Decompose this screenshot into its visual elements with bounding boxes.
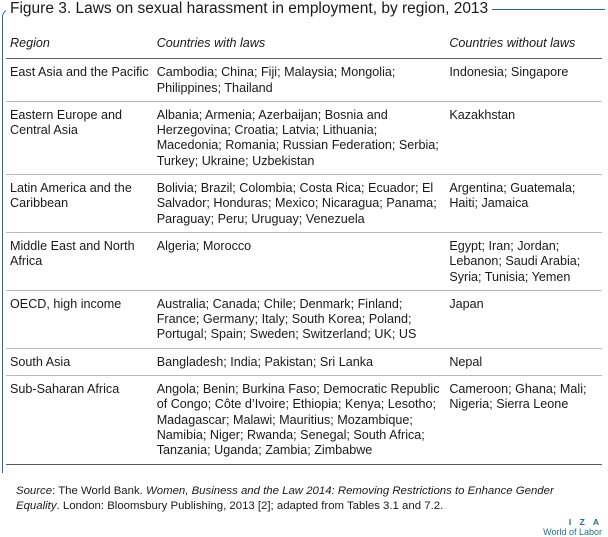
source-note xyxy=(16,484,596,514)
region-cell: East Asia and the Pacific xyxy=(6,59,153,102)
logo-iza-text: I Z A xyxy=(568,517,602,527)
without-laws-cell: Cameroon; Ghana; Mali; Nigeria; Sierra Leone xyxy=(445,376,602,464)
table-header-row xyxy=(6,30,602,59)
without-laws-cell: Nepal xyxy=(445,348,602,375)
source-prefix: : The World Bank. xyxy=(52,485,147,497)
without-laws-cell: Kazakhstan xyxy=(445,101,602,174)
region-cell: Eastern Europe and Central Asia xyxy=(6,101,153,174)
table-row xyxy=(6,376,602,464)
table-row xyxy=(6,290,602,348)
laws-table xyxy=(6,30,602,465)
with-laws-cell: Algeria; Morocco xyxy=(153,232,446,290)
table-row xyxy=(6,175,602,233)
column-header-with-laws: Countries with laws xyxy=(153,30,446,59)
table-row xyxy=(6,232,602,290)
with-laws-cell: Albania; Armenia; Azerbaijan; Bosnia and Herzegovina; Croatia; Latvia; Lithuania; Macedonia; Romania; Russian Federation; Serbia; Turkey; Ukraine; Uzbekistan xyxy=(153,101,446,174)
column-header-region: Region xyxy=(6,30,153,59)
table-row xyxy=(6,59,602,102)
without-laws-cell: Indonesia; Singapore xyxy=(445,59,602,102)
region-cell: South Asia xyxy=(6,348,153,375)
with-laws-cell: Australia; Canada; Chile; Denmark; Finland; France; Germany; Italy; South Korea; Poland; Portugal; Spain; Sweden; Switzerland; UK; US xyxy=(153,290,446,348)
source-book-title: Women, Business and the Law 2014: Removing Restrictions to Enhance Gender Equality xyxy=(16,485,554,512)
table-row xyxy=(6,101,602,174)
without-laws-cell: Japan xyxy=(445,290,602,348)
region-cell: Middle East and North Africa xyxy=(6,232,153,290)
table-row xyxy=(6,348,602,375)
with-laws-cell: Bangladesh; India; Pakistan; Sri Lanka xyxy=(153,348,446,375)
source-label: Source xyxy=(16,485,53,497)
region-cell: OECD, high income xyxy=(6,290,153,348)
with-laws-cell: Bolivia; Brazil; Colombia; Costa Rica; Ecuador; El Salvador; Honduras; Mexico; Nicaragua; Panama; Paraguay; Peru; Uruguay; Venezuela xyxy=(153,175,446,233)
region-cell: Latin America and the Caribbean xyxy=(6,175,153,233)
region-cell: Sub-Saharan Africa xyxy=(6,376,153,464)
with-laws-cell: Angola; Benin; Burkina Faso; Democratic Republic of Congo; Côte d’Ivoire; Ethiopia; Kenya; Lesotho; Madagascar; Malawi; Mauritius; Mozambique; Namibia; Niger; Rwanda; Senegal; South Africa; Tanzania; Uganda; Zambia; Zimbabwe xyxy=(153,376,446,464)
logo-world-of-labor-text: World of Labor xyxy=(543,527,602,537)
figure-title: Figure 3. Laws on sexual harassment in employment, by region, 2013 xyxy=(6,1,492,17)
iza-logo xyxy=(543,518,602,537)
column-header-without-laws: Countries without laws xyxy=(445,30,602,59)
with-laws-cell: Cambodia; China; Fiji; Malaysia; Mongolia; Philippines; Thailand xyxy=(153,59,446,102)
without-laws-cell: Egypt; Iran; Jordan; Lebanon; Saudi Arabia; Syria; Tunisia; Yemen xyxy=(445,232,602,290)
source-suffix: . London: Bloomsbury Publishing, 2013 [2]; adapted from Tables 3.1 and 7.2. xyxy=(56,500,444,512)
without-laws-cell: Argentina; Guatemala; Haiti; Jamaica xyxy=(445,175,602,233)
